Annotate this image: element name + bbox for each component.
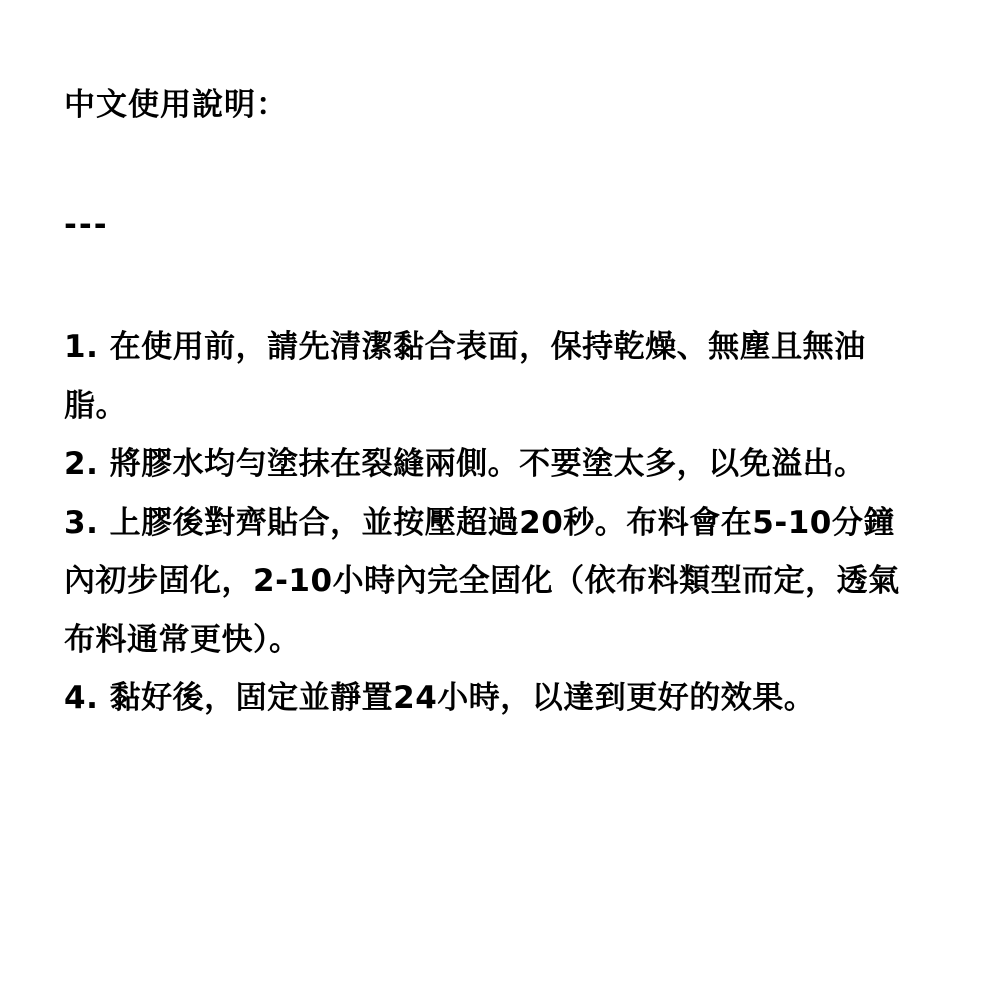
step-item-2: 2. 將膠水均勻塗抹在裂縫兩側。不要塗太多，以免溢出。 (64, 446, 866, 482)
step-item-1: 1. 在使用前，請先清潔黏合表面，保持乾燥、無塵且無油脂。 (64, 329, 866, 424)
divider: --- (64, 207, 109, 243)
step-item-4: 4. 黏好後，固定並靜置24小時，以達到更好的效果。 (64, 680, 816, 716)
instruction-document (64, 80, 924, 744)
step-item-3: 3. 上膠後對齊貼合，並按壓超過20秒。布料會在5-10分鐘內初步固化，2-10小時內完全固化（依布料類型而定，透氣布料通常更快）。 (64, 504, 900, 658)
page-title: 中文使用說明： (64, 87, 288, 123)
steps-list (64, 318, 924, 728)
